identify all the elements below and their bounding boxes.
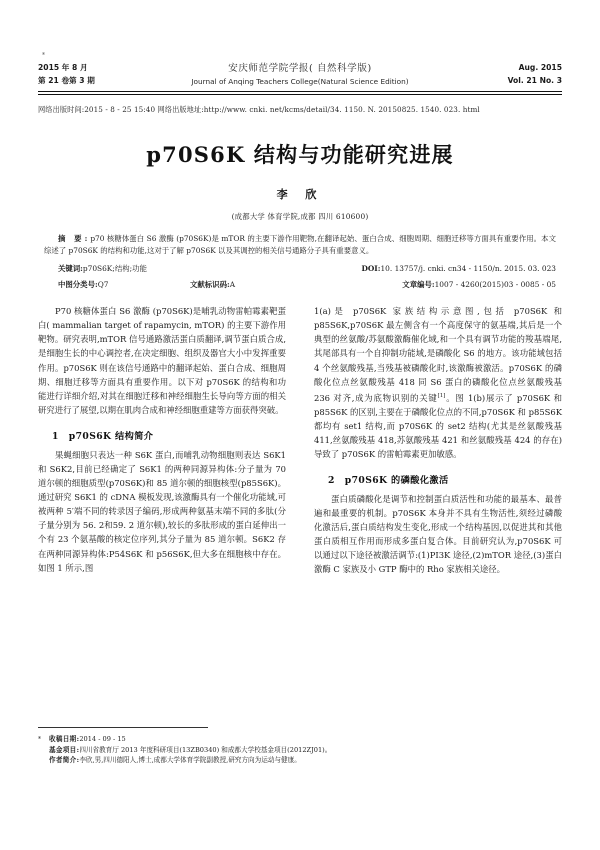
artnum-label: 文章编号: [402,279,435,289]
column-right [314,304,562,576]
continued-text-tail: 。图 1(b)展示了 p70S6K 和 p85S6K 的区别,主要在于磷酸化位点的不同,p70S6K 和 p85S6K 都均有 set1 结构,而 p70S6K 的 set2 结构(尤其是丝氨酸残基 411,丝氨酸残基 418,苏氨酸残基 421 和丝氨酸残基 424 的存在)导致了 p70S6K 的雷帕霉素更加敏感。 [314,392,562,459]
clc-cell [44,279,190,292]
volume-issue-en: Vol. 21 No. 3 [507,75,562,85]
footnote-bio [49,755,558,765]
section-heading-2 [314,472,562,486]
issue-date-en: Aug. 2015 [518,63,562,72]
masthead-center [158,62,442,88]
abstract-paragraph [44,233,556,258]
author-affiliation: (成都大学 体育学院,成都 四川 610600) [231,211,369,221]
footnote-spacer-1 [38,745,49,755]
abstract-block [38,233,562,291]
section-1-paragraph: 果蝇细胞只表达一种 S6K 蛋白,而哺乳动物细胞则表达 S6K1 和 S6K2,目前已经确定了 S6K1 的两种同源异构体:分子量为 70 道尔顿的细胞质型(p70S6K)和 85 道尔顿的细胞核型(p85S6K)。通过研究 S6K1 的 cDNA 模板发现,该激酶具有一个催化功能域,可被两种 5′端不同的转录因子编码,形成两种氨基末端不同的多肽(分子量分别为 56. 2和59. 2 道尔顿),较长的多肽形成的蛋白延伸出一个有 23 个氨基酸的核定位序列,其分子量为 85 道尔顿。S6K2 存在两种同源异构体:P54S6K 和 p56S6K,但大多在细胞核中存在。如图 1 所示,图 [38,449,286,573]
volume-issue-cn: 第 21 卷第 3 期 [38,75,95,85]
footnote-star: * [38,735,41,743]
column-left [38,304,286,576]
received-label: 收稿日期: [49,735,80,743]
keywords-value: p70S6K;结构;功能 [82,263,147,273]
bio-label: 作者简介: [49,756,80,765]
page-title: p70S6K 结构与功能研究进展 [146,141,454,167]
doi-label: DOI: [361,263,381,273]
page-content [38,52,562,577]
keywords-row [44,263,556,276]
doccode-value: A [229,279,236,289]
footnote-received [49,734,558,745]
author-name: 李 欣 [276,187,324,201]
footnote-bio-row [38,755,558,765]
clc-value: Q7 [97,279,109,289]
online-publication-line: 网络出版时间:2015 - 8 - 25 15:40 网络出版地址:http://www. cnki. net/kcms/detail/34. 1150. N. 20150825. 1540. 023. html [38,104,480,114]
bio-value: 李欣,男,四川德阳人,博士,成都大学体育学院副教授,研究方向为运动与健康。 [79,756,301,765]
artnum-value: 1007 - 4260(2015)03 - 0085 - 05 [434,279,556,289]
abstract-text: p70 核糖体蛋白 S6 激酶 (p70S6K)是 mTOR 的主要下游作用靶物,在翻译起始、蛋白合成、细胞周期、细胞迁移等方面具有重要作用。本文综述了 p70S6K 的结构和功能,这对于了解 p70S6K 以及其调控的相关信号通路分子具有重要意义。 [44,233,556,256]
footnote-divider [38,727,208,728]
continued-text: 1(a)是 p70S6K 家族结构示意图,包括 p70S6K 和 p85S6K,p70S6K 最左侧含有一个高度保守的氨基端,其后是一个典型的丝氨酸/苏氨酸激酶催化域,和一个具有调节功能的羧基端尾,其尾部具有一个自抑制功能域,是磷酸化 S6 的地方。该功能域包括4 个丝氨酸残基,当残基被磷酸化时,该激酶被激活。p70S6K 的磷酸化位点丝氨酸残基 418 同 S6 蛋白的磷酸化位点丝氨酸残基 236 对齐,成为底物识别的关键 [314,306,562,403]
intro-paragraph: P70 核糖体蛋白 S6 激酶 (p70S6K)是哺乳动物雷帕霉素靶蛋白( mammalian target of rapamycin, mTOR) 的主要下游作用靶物。研究表明,mTOR 信号通路激活蛋白质翻译,调节蛋白质合成,是细胞生长的中心调控者,在决定细胞、组织及器官大小中发挥重要作用。p70S6K 则在该信号通路中的翻译起始、蛋白合成、细胞周期、细胞迁移等方面具有重要作用。以下对 p70S6K 的结构和功能进行详细介绍,对其在细胞迁移和神经细胞生长导向等方面的相关研究进行了展望,以期在肌肉合成和神经细胞重建等方面获得突破。 [38,306,286,415]
clc-label: 中图分类号: [58,279,98,289]
doccode-cell [190,279,310,292]
section-1-title: p70S6K 结构简介 [68,430,154,442]
footnote-block [38,734,558,766]
citation-reference: [1] [437,392,446,399]
issue-date-cn: 2015 年 8 月 [38,63,88,72]
section-2-paragraph: 蛋白质磷酸化是调节和控制蛋白质活性和功能的最基本、最普遍和最重要的机制。p70S6K 本身并不具有生物活性,须经过磷酸化激活后,蛋白质结构发生变化,形成一个结构基因,以促进其和其他蛋白质相互作用而形成多蛋白复合体。目前研究认为,p70S6K 可以通过以下途径被激活调节:(1)PI3K 途径,(2)mTOR 途径,(3)蛋白激酶 C 家族及小 GTP 酶中的 Rho 家族相关途径。 [314,494,562,575]
received-value: 2014 - 09 - 15 [79,735,126,743]
classification-row [44,279,556,292]
corner-mark: * [42,52,45,59]
keywords-cell [44,263,310,276]
journal-title-cn: 安庆师范学院学报( 自然科学版) [228,63,372,74]
footnote-spacer-2 [38,755,49,765]
section-heading-1 [38,428,286,442]
doi-value: 10. 13757/j. cnki. cn34 - 1150/n. 2015. 03. 023 [380,263,556,273]
masthead [38,62,562,88]
masthead-divider [38,91,562,95]
body-columns [38,304,562,576]
doi-cell [310,263,556,276]
fund-value: 四川省教育厅 2013 年度科研项目(13ZB0340) 和成都大学校基金项目(2012ZJ01)。 [79,745,332,754]
masthead-left [38,62,158,87]
footnote-received-row [38,734,558,745]
journal-title-en: Journal of Anqing Teachers College(Natural Science Edition) [191,77,409,86]
article-number-cell [310,279,556,292]
keywords-label: 关键词: [58,263,83,273]
footnote-fund-row [38,745,558,755]
masthead-right [442,62,562,87]
abstract-label: 摘 要: [58,233,91,243]
doccode-label: 文献标识码: [190,279,230,289]
section-2-title: p70S6K 的磷酸化激活 [344,475,449,486]
section-1-paragraph-continued [314,304,562,461]
section-1-number: 1 [52,430,59,442]
footnote-fund [49,745,558,755]
section-2-number: 2 [328,475,335,486]
fund-label: 基金项目: [49,745,80,754]
